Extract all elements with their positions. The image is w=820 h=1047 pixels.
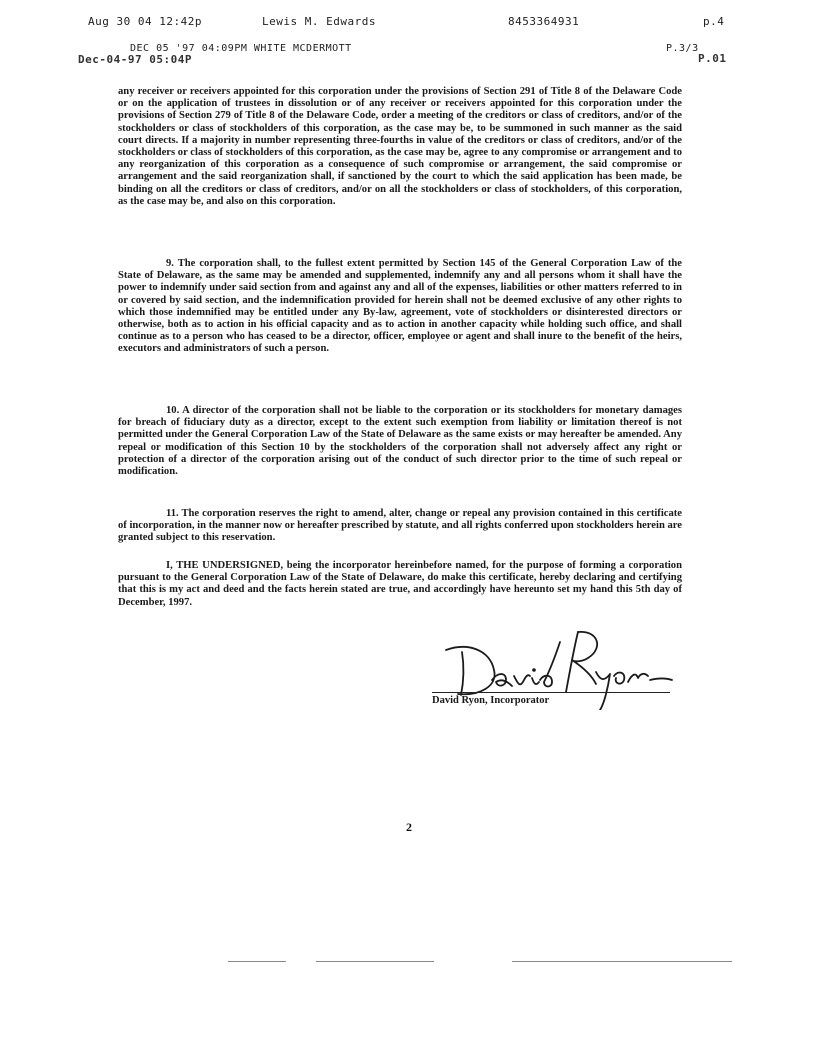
page-number: 2: [406, 820, 412, 834]
scan-artifact-line: [316, 961, 434, 962]
fax-phone-number: 8453364931: [508, 15, 580, 28]
paragraph-section-9: 9. The corporation shall, to the fullest extent permitted by Section 145 of the General Corporation Law of the State of Delaware, as the same may be amended and supplemented, indemnify any and all persons whom it shall have the power to indemnify under said section from and against any and all of the expenses, liabilities or other matters referred to in or covered by said section, and the indemnification provided for herein shall not be deemed exclusive of any other rights to which those indemnified may be entitled under any By-law, agreement, vote of stockholders or disinterested directors or otherwise, both as to action in his official capacity and as to action in another capacity while holding such office, and shall continue as to a person who has ceased to be a director, officer, employee or agent and shall inure to the benefit of the heirs, executors and administrators of such a person.: [118, 258, 682, 355]
paragraph-continuation: any receiver or receivers appointed for this corporation under the provisions of Section 291 of Title 8 of the Delaware Code or on the application of trustees in dissolution or of any receiver or receivers appointed for this corporation under the provisions of Section 279 of Title 8 of the Delaware Code, order a meeting of the creditors or class of creditors, and/or of the stockholders or class of stockholders of this corporation, as the case may be, to be summoned in such manner as the said court directs. If a majority in number representing three-fourths in value of the creditors or class of creditors, and/or of the stockholders or class of stockholders of this corporation, as the case may be, agree to any compromise or arrangement and to any reorganization of this corporation as a consequence of such compromise or arrangement, the said compromise or arrangement and the said reorganization shall, if sanctioned by the court to which the said application has been made, be binding on all the creditors or class of creditors, and/or on all the stockholders or class of stockholders, of this corporation, as the case may be, and also on this corporation.: [118, 86, 682, 207]
fax-date-time: Aug 30 04 12:42p: [88, 15, 202, 28]
signature-line: [432, 692, 670, 693]
signature-caption: David Ryon, Incorporator: [432, 695, 550, 706]
scan-artifact-line: [228, 961, 286, 962]
paragraph-section-10: 10. A director of the corporation shall not be liable to the corporation or its stockholders for monetary damages for breach of fiduciary duty as a director, except to the extent such exemption from liability or limitation thereof is not permitted under the General Corporation Law of the State of Delaware as the same exists or may hereafter be amended. Any repeal or modification of this Section 10 by the stockholders of the corporation shall not adversely affect any right or protection of a director of the corporation arising out of the conduct of such director prior to the time of such repeal or modification.: [118, 405, 682, 478]
fax-sender: Lewis M. Edwards: [262, 15, 376, 28]
scan-artifact-line: [512, 961, 732, 962]
fax-tertiary-page: P.01: [698, 52, 727, 65]
paragraph-undersigned: I, THE UNDERSIGNED, being the incorporator hereinbefore named, for the purpose of forming a corporation pursuant to the General Corporation Law of the State of Delaware, do make this certificate, hereby declaring and certifying that this is my act and deed and the facts herein stated are true, and accordingly have hereunto set my hand this 5th day of December, 1997.: [118, 560, 682, 608]
fax-page-indicator: p.4: [703, 15, 725, 28]
paragraph-section-11: 11. The corporation reserves the right to amend, alter, change or repeal any provision contained in this certificate of incorporation, in the manner now or hereafter prescribed by statute, and all rights conferred upon stockholders herein are granted subject to this reservation.: [118, 508, 683, 544]
fax-header-secondary: DEC 05 '97 04:09PM WHITE MCDERMOTT: [130, 43, 352, 54]
fax-secondary-page: P.3/3: [666, 43, 699, 54]
fax-header-tertiary: Dec-04-97 05:04P: [78, 53, 192, 66]
